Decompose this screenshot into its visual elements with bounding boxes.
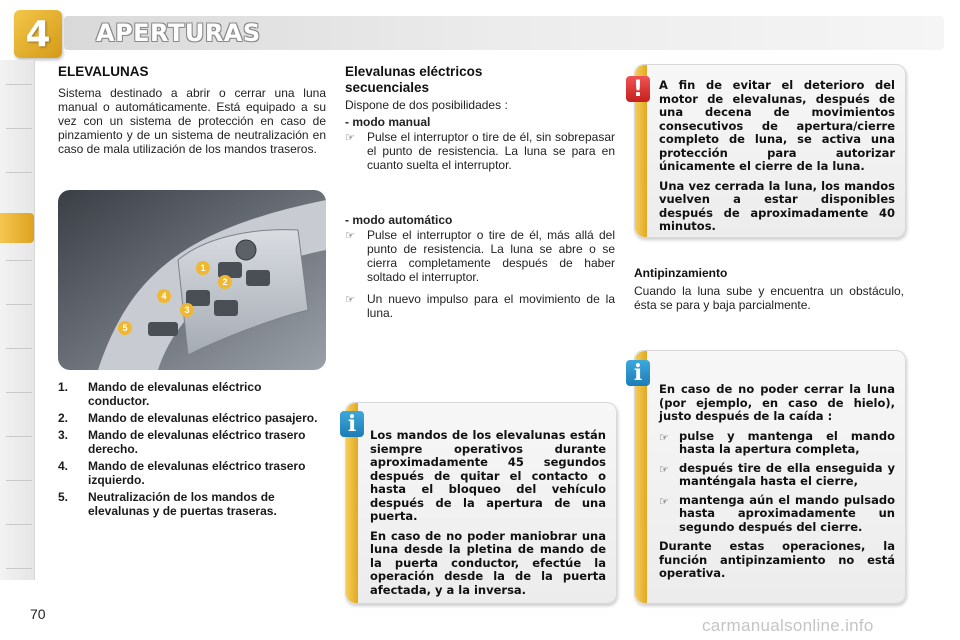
legend-text: Neutralización de los mandos de elevalunas y de puertas traseras.: [88, 490, 277, 518]
watermark: carmanualsonline.info: [702, 616, 874, 635]
info-bullet: [659, 430, 895, 457]
info-box-hielo: [634, 350, 906, 604]
figure-label-1: [196, 258, 210, 276]
info-outro: Durante estas operaciones, la función antipinzamiento no está operativa.: [659, 539, 895, 580]
legend-number: 5.: [58, 490, 69, 504]
figure-label-5: [118, 318, 132, 336]
manual-mode-title: - modo manual: [345, 115, 431, 129]
tab-divider: [6, 304, 32, 305]
page-number: 70: [30, 606, 46, 622]
info-bullet-text: pulse y mantenga el mando hasta la apertura completa,: [679, 428, 895, 456]
finger-pointer-icon: ☞: [345, 294, 355, 306]
door-panel-drawing: [58, 190, 326, 370]
legend-number: 1.: [58, 380, 69, 394]
elevalunas-intro: Sistema destinado a abrir o cerrar una luna manual o automáticamente. Está equipado a su vez con un sistema de protección en caso de pinzamiento y de un sistema de neutralización en caso de mala utilización de los mandos traseros.: [58, 86, 326, 156]
section-heading-elevalunas: ELEVALUNAS: [58, 64, 149, 79]
info-icon: i: [340, 411, 364, 437]
manual-bullet: [345, 130, 615, 172]
info-icon: i: [626, 360, 650, 386]
legend-item: [58, 459, 326, 487]
finger-pointer-icon: ☞: [345, 132, 355, 144]
info-box-mandos: [345, 402, 617, 604]
legend-item: [58, 490, 326, 518]
legend-item: [58, 380, 326, 408]
antipinzamiento-text: Cuando la luna sube y encuentra un obstáculo, ésta se para y baja parcialmente.: [634, 284, 904, 312]
box-accent-bar: [635, 351, 647, 603]
figure-label-4: [157, 286, 171, 304]
legend-text: Mando de elevalunas eléctrico trasero izquierdo.: [88, 459, 306, 487]
auto-bullet: [345, 292, 615, 320]
auto-bullet-text: Pulse el interruptor o tire de él, más allá del punto de resistencia. La luna se abre o se cierra completamente después de haber soltado el interruptor.: [367, 228, 615, 284]
auto-bullet-text: Un nuevo impulso para el movimiento de la luna.: [367, 292, 615, 320]
info-box-mandos-text: [370, 429, 606, 603]
warning-paragraph: Una vez cerrada la luna, los mandos vuelven a estar disponibles después de aproximadamente 40 minutos.: [659, 178, 895, 233]
tab-divider: [6, 172, 32, 173]
auto-bullet: [345, 228, 615, 284]
figure-label-text: 5: [118, 321, 132, 335]
legend-item: [58, 428, 326, 456]
info-intro: En caso de no poder cerrar la luna (por ejemplo, en caso de hielo), justo después de la caída :: [659, 382, 895, 423]
tab-divider: [6, 436, 32, 437]
warning-paragraph: A fin de evitar el deterioro del motor de elevalunas, después de una decena de movimientos consecutivos de apertura/cierre completo de luna, se activa una protección para autorizar únicamente el cierre de la luna.: [659, 78, 895, 173]
info-box-hielo-text: [659, 383, 895, 587]
tab-divider: [6, 128, 32, 129]
legend-number: 2.: [58, 411, 69, 425]
section-heading-secuenciales: Elevalunas eléctricos secuenciales: [345, 64, 483, 95]
chapter-number-badge: 4: [14, 10, 62, 58]
info-bullet: [659, 494, 895, 535]
finger-pointer-icon: ☞: [659, 462, 669, 476]
auto-mode-section: [345, 213, 615, 320]
secuenciales-intro: Dispone de dos posibilidades :: [345, 98, 508, 112]
figure-label-text: 3: [180, 303, 194, 317]
finger-pointer-icon: ☞: [659, 430, 669, 444]
tab-divider: [6, 260, 32, 261]
auto-mode-title: - modo automático: [345, 213, 453, 227]
tab-divider: [6, 480, 32, 481]
figure-label-3: [180, 300, 194, 318]
chapter-tab-strip: [0, 60, 35, 580]
legend-text: Mando de elevalunas eléctrico pasajero.: [88, 411, 318, 425]
figure-label-text: 4: [157, 289, 171, 303]
figure-label-text: 1: [196, 261, 210, 275]
chapter-tab-active[interactable]: [0, 213, 34, 243]
page-title: APERTURAS: [96, 19, 261, 47]
warning-box-text: [659, 79, 895, 240]
warning-box: [634, 64, 906, 238]
legend-text: Mando de elevalunas eléctrico conductor.: [88, 380, 262, 408]
manual-bullet-text: Pulse el interruptor o tire de él, sin sobrepasar el punto de resistencia. La luna se para en cuanto suelta el interruptor.: [367, 130, 615, 172]
finger-pointer-icon: ☞: [345, 230, 355, 242]
legend-text: Mando de elevalunas eléctrico trasero derecho.: [88, 428, 306, 456]
tab-divider: [6, 348, 32, 349]
legend-number: 4.: [58, 459, 69, 473]
info-paragraph: En caso de no poder maniobrar una luna desde la pletina de mando de la puerta conductor, efectúe la operación desde la de la puerta afectada, y a la inversa.: [370, 528, 606, 597]
legend-item: [58, 411, 326, 425]
window-switch-illustration: [58, 190, 326, 370]
info-bullet-text: mantenga aún el mando pulsado hasta aproximadamente un segundo después del cierre.: [679, 492, 895, 534]
finger-pointer-icon: ☞: [659, 494, 669, 508]
tab-divider: [6, 524, 32, 525]
info-paragraph: Los mandos de los elevalunas están siempre operativos durante aproximadamente 45 segundos después de quitar el contacto o hasta el bloqueo del vehículo después de la apertura de una puerta.: [370, 428, 606, 523]
figure-label-text: 2: [218, 275, 232, 289]
warning-icon: !: [626, 76, 650, 102]
section-heading-antipinzamiento: Antipinzamiento: [634, 266, 728, 280]
info-bullet: [659, 462, 895, 489]
tab-divider: [6, 568, 32, 569]
tab-divider: [6, 84, 32, 85]
figure-label-2: [218, 272, 232, 290]
figure-legend: [58, 380, 326, 521]
manual-mode-section: [345, 115, 615, 172]
tab-divider: [6, 392, 32, 393]
legend-number: 3.: [58, 428, 69, 442]
info-bullet-text: después tire de ella enseguida y manténgala hasta el cierre,: [679, 460, 895, 488]
